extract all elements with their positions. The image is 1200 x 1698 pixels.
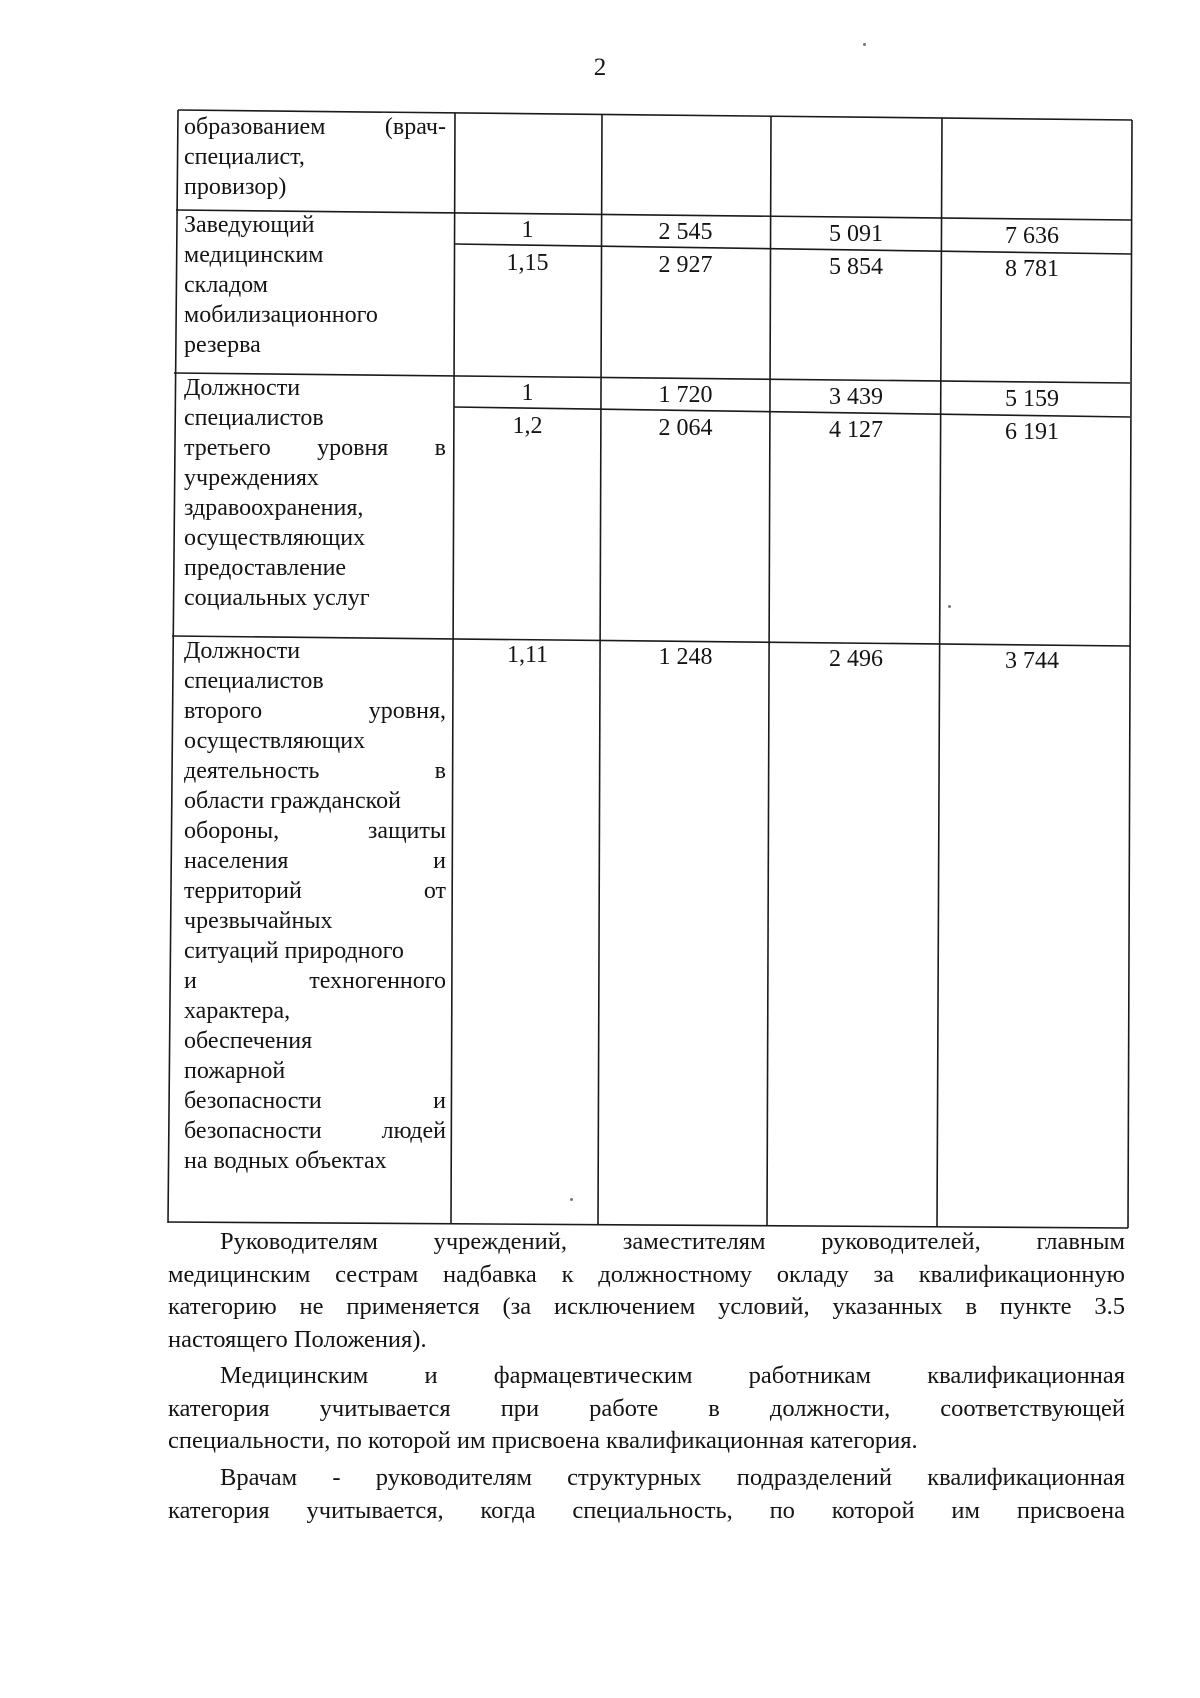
label-line: образованием (врач-	[184, 114, 446, 140]
paragraph-line: настоящего Положения).	[168, 1325, 427, 1353]
paragraph-line: Врачам - руководителям структурных подразделений квалификационная	[220, 1464, 1125, 1491]
table-cell-value: 4 127	[829, 417, 883, 443]
table-cell-value: 6 191	[1005, 419, 1059, 445]
table-cell-value: 5 159	[1005, 386, 1059, 412]
table-cell-coefficient: 1	[521, 380, 534, 406]
paragraph	[168, 1360, 1125, 1458]
label-line: безопасности людей	[184, 1118, 446, 1144]
paragraph-line: Руководителям учреждений, заместителям руководителей, главным	[220, 1228, 1125, 1255]
label-line: пожарной	[184, 1058, 286, 1084]
label-line: территорий от	[184, 878, 446, 904]
label-line: осуществляющих	[184, 728, 366, 754]
label-line: второго уровня,	[184, 698, 446, 724]
label-line: обороны, защиты	[184, 818, 446, 844]
label-line: специалистов	[184, 668, 324, 694]
label-line: деятельность в	[184, 758, 446, 784]
paragraph-line: специальности, по которой им присвоена квалификационная категория.	[168, 1427, 918, 1454]
page-number: 2	[593, 54, 607, 81]
label-line: социальных услуг	[184, 585, 370, 611]
label-line: здравоохранения,	[184, 495, 364, 521]
label-line: провизор)	[184, 174, 287, 200]
label-line: обеспечения	[184, 1028, 313, 1054]
table-cell-value: 2 545	[658, 219, 713, 245]
label-line: чрезвычайных	[184, 908, 333, 934]
label-line: Должности	[184, 375, 301, 401]
table-right-border	[1128, 120, 1132, 1228]
label-line: ситуаций природного	[184, 938, 404, 964]
paragraph-line: категория учитывается, когда специальность, по которой им присвоена	[168, 1496, 1125, 1524]
paragraph	[168, 1226, 1125, 1356]
table-row-label	[184, 210, 446, 360]
paragraph-line: категория учитывается при работе в должности, соответствующей	[168, 1394, 1125, 1422]
table-cell-coefficient: 1,15	[506, 250, 549, 276]
table-cell-value: 3 744	[1005, 648, 1059, 674]
label-line: предоставление	[184, 555, 347, 581]
label-line: Заведующий	[184, 212, 315, 238]
table-cell-value: 5 091	[829, 221, 883, 247]
label-line: населения и	[184, 848, 446, 874]
label-line: области гражданской	[184, 788, 401, 814]
table-cell-value: 2 064	[658, 415, 713, 441]
label-line: медицинским	[184, 242, 324, 268]
label-line: на водных объектах	[184, 1148, 387, 1174]
label-line: специалистов	[184, 405, 324, 431]
table-row-label	[184, 373, 446, 613]
table-cell-value: 2 496	[829, 646, 883, 672]
label-line: характера,	[184, 998, 291, 1024]
table-cell-value: 7 636	[1005, 223, 1059, 249]
label-line: безопасности и	[184, 1088, 446, 1114]
label-line: складом	[184, 272, 268, 298]
label-line: резерва	[184, 332, 261, 358]
paragraph-line: Медицинским и фармацевтическим работникам квалификационная	[220, 1362, 1125, 1389]
table-cell-coefficient: 1	[521, 217, 534, 243]
label-line: и техногенного	[184, 968, 446, 994]
table-left-border	[168, 110, 178, 1223]
paragraph-line: категорию не применяется (за исключением условий, указанных в пункте 3.5	[168, 1293, 1125, 1320]
table-cell-value: 1 720	[658, 382, 713, 408]
label-line: специалист,	[184, 144, 305, 170]
table-row-label	[184, 636, 446, 1176]
paragraph-line: медицинским сестрам надбавка к должностному окладу за квалификационную	[168, 1260, 1125, 1288]
label-line: мобилизационного	[184, 302, 378, 328]
paragraph	[168, 1462, 1125, 1527]
table-cell-value: 3 439	[829, 384, 883, 410]
label-line: учреждениях	[184, 465, 319, 491]
table-cell-value: 8 781	[1005, 256, 1059, 282]
table-cell-coefficient: 1,2	[512, 413, 543, 439]
table-cell-value: 2 927	[658, 252, 713, 278]
table-cell-coefficient: 1,11	[506, 642, 549, 668]
label-line: Должности	[184, 638, 301, 664]
table-row-label	[184, 112, 446, 202]
label-line: третьего уровня в	[184, 435, 446, 461]
label-line: осуществляющих	[184, 525, 366, 551]
table-cell-value: 1 248	[658, 644, 713, 670]
table-cell-value: 5 854	[829, 254, 883, 280]
